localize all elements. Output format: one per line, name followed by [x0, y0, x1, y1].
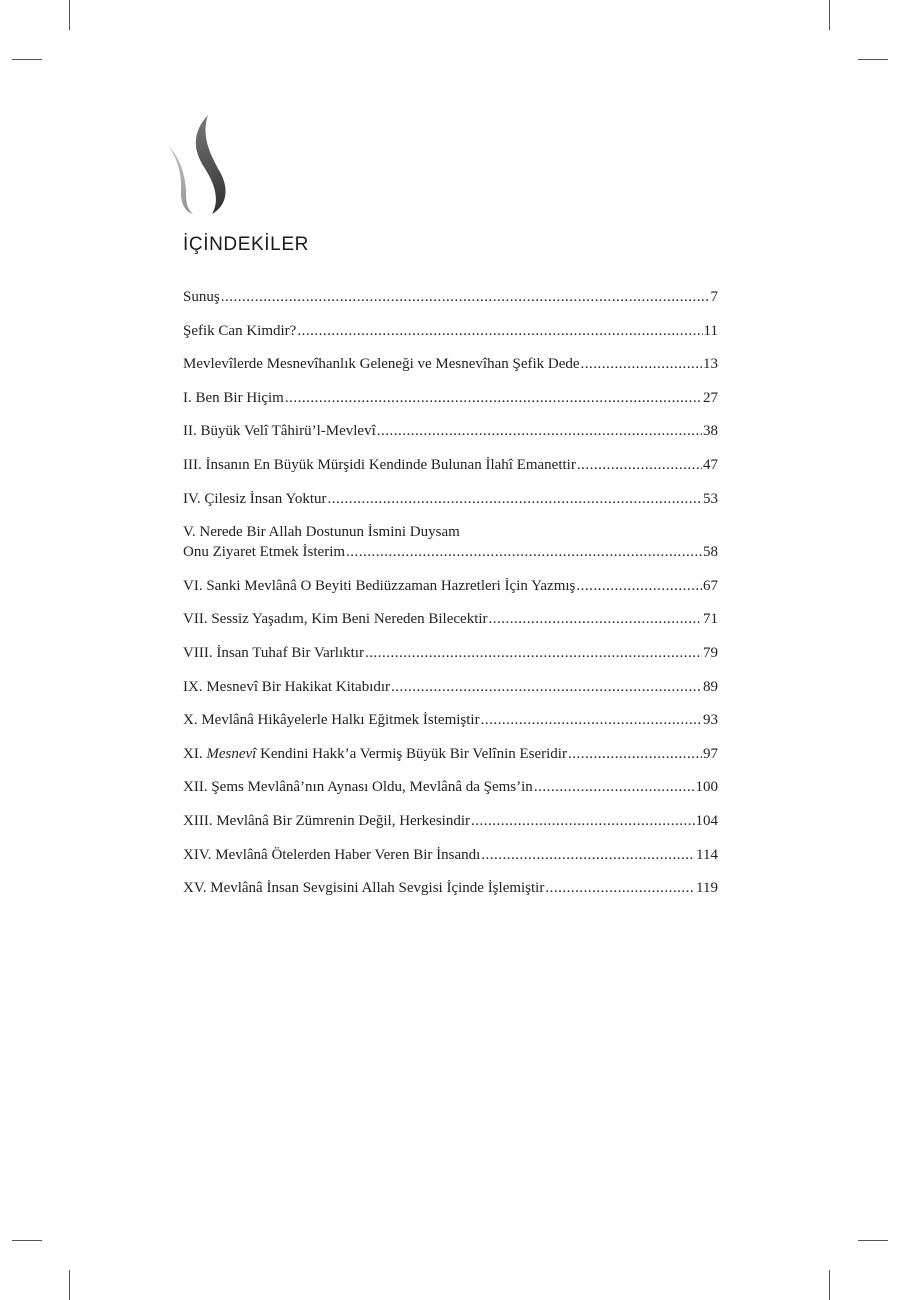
toc-entry-title: XIII. Mevlânâ Bir Zümrenin Değil, Herkesindir — [183, 812, 470, 829]
toc-entry[interactable] — [183, 811, 718, 845]
toc-entry-page: 38 — [703, 423, 718, 440]
toc-entry-page: 93 — [703, 712, 718, 729]
toc-entry-title: III. İnsanın En Büyük Mürşidi Kendinde Bulunan İlahî Emanettir — [183, 456, 576, 473]
toc-entry-page: 53 — [703, 490, 718, 507]
dot-leader — [481, 710, 702, 730]
dot-leader — [221, 287, 710, 307]
toc-entry-title: VI. Sanki Mevlânâ O Beyiti Bediüzzaman Hazretleri İçin Yazmış — [183, 577, 576, 594]
toc-entry[interactable] — [183, 609, 718, 643]
toc-entry-title-line1: V. Nerede Bir Allah Dostunun İsmini Duysam — [183, 524, 460, 541]
toc-entry-title: XII. Şems Mevlânâ’nın Aynası Oldu, Mevlânâ da Şems’in — [183, 779, 533, 796]
dot-leader — [377, 421, 702, 441]
dot-leader — [581, 354, 702, 374]
toc-entry-title: IV. Çilesiz İnsan Yoktur — [183, 490, 327, 507]
dot-leader — [285, 388, 702, 408]
crop-mark — [829, 1270, 830, 1300]
toc-entry-title: XIV. Mevlânâ Ötelerden Haber Veren Bir İnsandı — [183, 846, 481, 863]
dot-leader — [489, 609, 702, 629]
dot-leader — [481, 845, 695, 865]
toc-entry-page: 71 — [703, 611, 718, 628]
toc-entry-page: 67 — [703, 577, 718, 594]
toc-entry-page: 47 — [703, 456, 718, 473]
crop-mark — [69, 0, 70, 30]
flame-ornament-icon — [160, 112, 240, 217]
toc-entry-page: 79 — [703, 644, 718, 661]
dot-leader — [297, 321, 702, 341]
toc-entry-title: Mevlevîlerde Mesnevîhanlık Geleneği ve Mesnevîhan Şefik Dede — [183, 356, 580, 373]
toc-entry-page: 100 — [695, 779, 718, 796]
dot-leader — [391, 677, 702, 697]
toc-entry-title: I. Ben Bir Hiçim — [183, 389, 284, 406]
toc-entry-page: 58 — [703, 544, 718, 561]
toc-entry-title: II. Büyük Velî Tâhirü’l-Mevlevî — [183, 423, 376, 440]
dot-leader — [577, 455, 702, 475]
crop-mark — [829, 0, 830, 30]
dot-leader — [346, 542, 702, 562]
toc-entry-title: VIII. İnsan Tuhaf Bir Varlıktır — [183, 644, 364, 661]
table-of-contents — [183, 287, 718, 912]
toc-entry[interactable] — [183, 354, 718, 388]
toc-entry[interactable] — [183, 388, 718, 422]
crop-mark — [69, 1270, 70, 1300]
toc-entry-page: 7 — [710, 289, 718, 305]
toc-entry-page: 119 — [696, 880, 718, 897]
toc-entry-page: 97 — [703, 745, 718, 762]
toc-entry-title: X. Mevlânâ Hikâyelerle Halkı Eğitmek İstemiştir — [183, 712, 480, 729]
toc-entry-title-prefix: XI. — [183, 745, 207, 762]
crop-mark — [12, 1240, 42, 1241]
dot-leader — [471, 811, 695, 831]
toc-entry[interactable] — [183, 677, 718, 711]
dot-leader — [568, 744, 702, 764]
toc-entry-title: Şefik Can Kimdir? — [183, 322, 297, 339]
dot-leader — [534, 777, 695, 797]
toc-entry-page: 11 — [703, 322, 718, 339]
toc-entry-page: 13 — [703, 356, 718, 373]
toc-entry[interactable] — [183, 777, 718, 811]
toc-entry-title: IX. Mesnevî Bir Hakikat Kitabıdır — [183, 678, 391, 695]
toc-entry-page: 27 — [703, 389, 718, 406]
toc-entry[interactable] — [183, 744, 718, 778]
toc-entry-page: 104 — [695, 812, 718, 829]
toc-entry-title: VII. Sessiz Yaşadım, Kim Beni Nereden Bilecektir — [183, 611, 488, 628]
toc-entry-title-rest: Kendini Hakk’a Vermiş Büyük Bir Velînin Eseridir — [256, 745, 567, 762]
toc-entry[interactable] — [183, 321, 718, 355]
toc-entry-title — [183, 744, 567, 764]
toc-entry[interactable] — [183, 522, 718, 576]
toc-entry[interactable] — [183, 710, 718, 744]
crop-mark — [12, 59, 42, 60]
dot-leader — [576, 576, 702, 596]
toc-entry-title-italic: Mesnevî — [206, 745, 257, 762]
dot-leader — [327, 489, 702, 509]
toc-entry-page: 89 — [703, 678, 718, 695]
toc-entry[interactable] — [183, 643, 718, 677]
toc-entry[interactable] — [183, 421, 718, 455]
toc-entry[interactable] — [183, 576, 718, 610]
toc-entry-page: 114 — [696, 846, 718, 863]
toc-entry-title-line2: Onu Ziyaret Etmek İsterim — [183, 544, 346, 561]
crop-mark — [858, 59, 888, 60]
crop-mark — [858, 1240, 888, 1241]
page-title: İÇİNDEKİLER — [183, 234, 309, 255]
toc-entry[interactable] — [183, 845, 718, 879]
dot-leader — [545, 878, 695, 898]
toc-entry[interactable] — [183, 455, 718, 489]
toc-entry[interactable] — [183, 489, 718, 523]
toc-entry-title: Sunuş — [183, 289, 220, 305]
toc-entry[interactable] — [183, 287, 718, 321]
dot-leader — [365, 643, 702, 663]
toc-entry-title: XV. Mevlânâ İnsan Sevgisini Allah Sevgisi İçinde İşlemiştir — [183, 880, 545, 897]
toc-entry[interactable] — [183, 878, 718, 912]
